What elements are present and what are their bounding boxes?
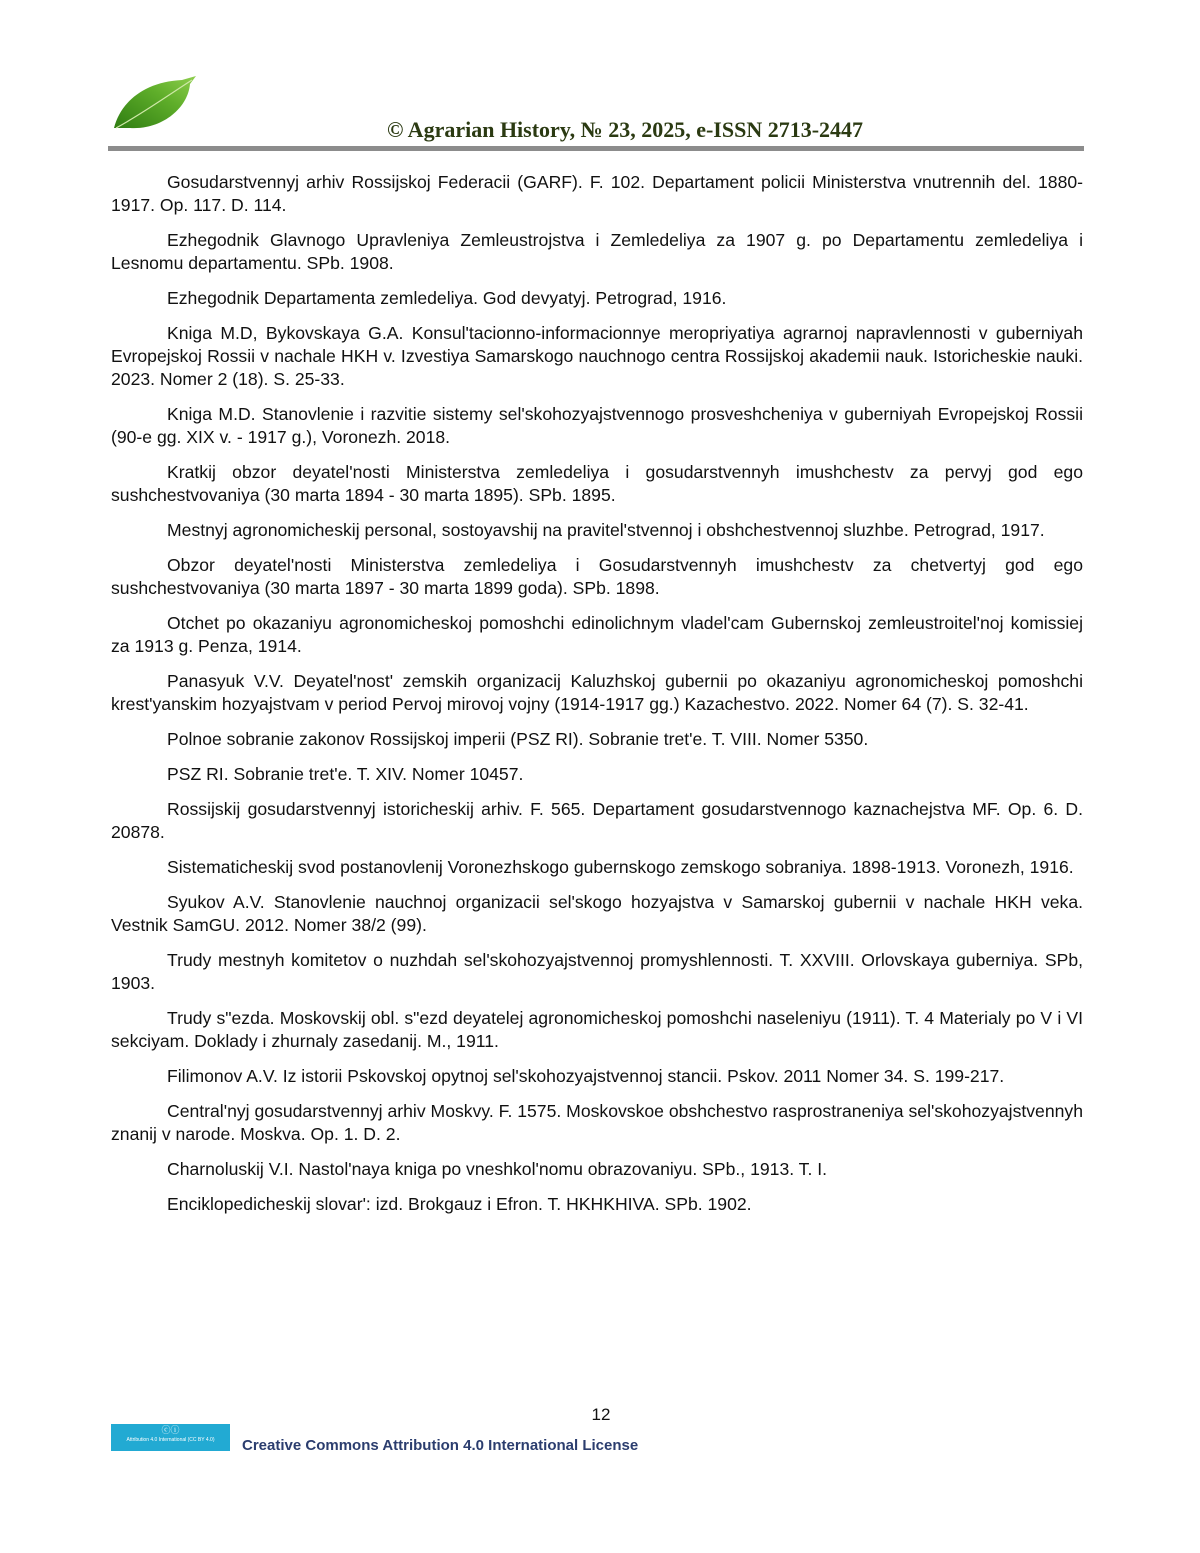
reference-item: Filimonov A.V. Iz istorii Pskovskoj opytnoj sel'skohozyajstvennoj stancii. Pskov. 2011 Nomer 34. S. 199-217. <box>167 1066 1005 1086</box>
journal-title: © Agrarian History, № 23, 2025, e-ISSN 2713-2447 <box>386 117 864 142</box>
license-link[interactable]: Creative Commons Attribution 4.0 International License <box>242 1437 639 1454</box>
reference-item: Rossijskij gosudarstvennyj istoricheskij arhiv. F. 565. Departament gosudarstvennogo kaznachejstva MF. Op. 6. D. 20878. <box>111 799 1083 842</box>
reference-list <box>111 171 1083 1228</box>
reference-item: Gosudarstvennyj arhiv Rossijskoj Federacii (GARF). F. 102. Departament policii Ministerstva vnutrennih del. 1880-1917. Op. 117. D. 114. <box>111 172 1083 215</box>
reference-item: Ezhegodnik Glavnogo Upravleniya Zemleustrojstva i Zemledeliya za 1907 g. po Departamentu zemledeliya i Lesnomu departamentu. SPb. 1908. <box>111 230 1083 273</box>
reference-item: Ezhegodnik Departamenta zemledeliya. God devyatyj. Petrograd, 1916. <box>167 288 727 308</box>
reference-item: Mestnyj agronomicheskij personal, sostoyavshij na pravitel'stvennoj i obshchestvennoj sluzhbe. Petrograd, 1917. <box>167 520 1045 540</box>
cc-by-badge[interactable] <box>111 1424 230 1451</box>
reference-item: Central'nyj gosudarstvennyj arhiv Moskvy. F. 1575. Moskovskoe obshchestvo rasprostraneniya sel'skohozyajstvennyh znanij v narode. Moskva. Op. 1. D. 2. <box>111 1101 1083 1144</box>
reference-item: PSZ RI. Sobranie tret'e. T. XIV. Nomer 10457. <box>167 764 524 784</box>
reference-item: Kratkij obzor deyatel'nosti Ministerstva zemledeliya i gosudarstvennyh imushchestv za pervyj god ego sushchestvovaniya (30 marta 1894 - 30 marta 1895). SPb. 1895. <box>111 462 1083 505</box>
cc-icon: ⓒⓘ <box>161 1425 180 1435</box>
page-number: 12 <box>591 1405 611 1424</box>
reference-item: Enciklopedicheskij slovar': izd. Brokgauz i Efron. T. HKHKHIVA. SPb. 1902. <box>167 1194 752 1214</box>
reference-item: Charnoluskij V.I. Nastol'naya kniga po vneshkol'nomu obrazovaniyu. SPb., 1913. T. I. <box>167 1159 828 1179</box>
reference-item: Kniga M.D, Bykovskaya G.A. Konsul'tacionno-informacionnye meropriyatiya agrarnoj napravlennosti v guberniyah Evropejskoj Rossii v nachale HKH v. Izvestiya Samarskogo nauchnogo centra Rossijskoj akademii nauk. Istoricheskie nauki. 2023. Nomer 2 (18). S. 25-33. <box>111 323 1083 389</box>
reference-item: Syukov A.V. Stanovlenie nauchnoj organizacii sel'skogo hozyajstva v Samarskoj gubernii v nachale HKH veka. Vestnik SamGU. 2012. Nomer 38/2 (99). <box>111 892 1083 935</box>
reference-item: Polnoe sobranie zakonov Rossijskoj imperii (PSZ RI). Sobranie tret'e. T. VIII. Nomer 5350. <box>167 729 869 749</box>
reference-item: Sistematicheskij svod postanovlenij Voronezhskogo gubernskogo zemskogo sobraniya. 1898-1913. Voronezh, 1916. <box>167 857 1074 877</box>
reference-item: Trudy s"ezda. Moskovskij obl. s"ezd deyatelej agronomicheskoj pomoshchi naseleniyu (1911). T. 4 Materialy po V i VI sekciyam. Doklady i zhurnaly zasedanij. M., 1911. <box>111 1008 1083 1051</box>
cc-badge-text: Attribution 4.0 International (CC BY 4.0) <box>126 1437 215 1443</box>
reference-item: Panasyuk V.V. Deyatel'nost' zemskih organizacij Kaluzhskoj gubernii po okazaniyu agronomicheskoj pomoshchi krest'yanskim hozyajstvam v period Pervoj mirovoj vojny (1914-1917 gg.) Kazachestvo. 2022. Nomer 64 (7). S. 32-41. <box>111 671 1083 714</box>
reference-item: Otchet po okazaniyu agronomicheskoj pomoshchi edinolichnym vladel'cam Gubernskoj zemleustroitel'noj komissiej za 1913 g. Penza, 1914. <box>111 613 1083 656</box>
reference-item: Obzor deyatel'nosti Ministerstva zemledeliya i Gosudarstvennyh imushchestv za chetvertyj god ego sushchestvovaniya (30 marta 1897 - 30 marta 1899 goda). SPb. 1898. <box>111 555 1083 598</box>
reference-item: Trudy mestnyh komitetov o nuzhdah sel'skohozyajstvennoj promyshlennosti. T. XXVIII. Orlovskaya guberniya. SPb, 1903. <box>111 950 1083 993</box>
reference-item: Kniga M.D. Stanovlenie i razvitie sistemy sel'skohozyajstvennogo prosveshcheniya v guberniyah Evropejskoj Rossii (90-e gg. XIX v. - 1917 g.), Voronezh. 2018. <box>111 404 1083 447</box>
header-rule <box>108 146 1084 151</box>
